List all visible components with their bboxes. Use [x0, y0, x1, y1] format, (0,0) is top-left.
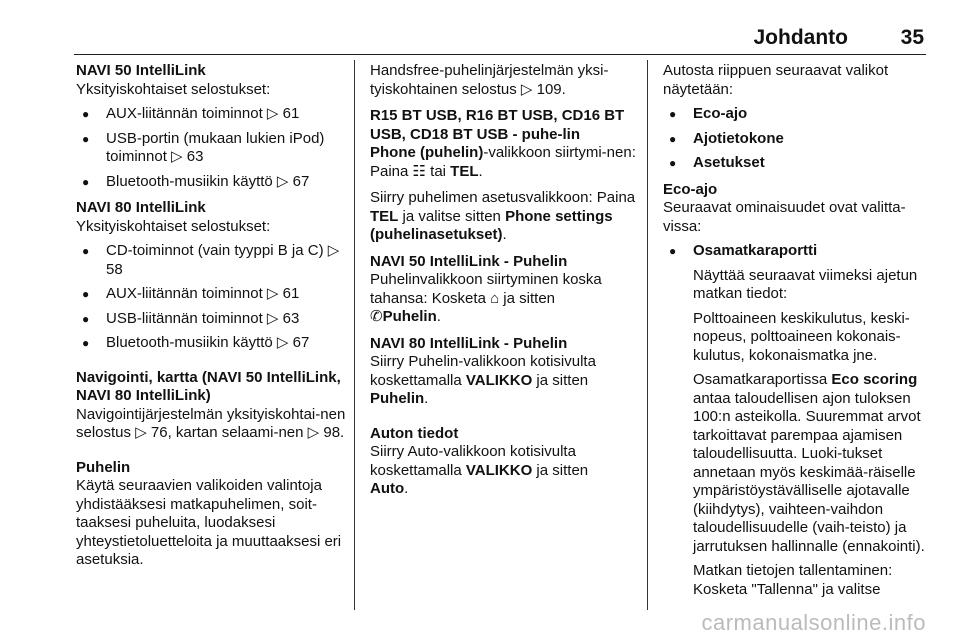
section-title: NAVI 50 IntelliLink — [76, 62, 206, 79]
bold-term: Puhelin — [370, 390, 425, 407]
paragraph: Handsfree-puhelinjärjestelmän yksi-tyiskohtainen selostus ▷ 109. — [370, 62, 609, 98]
text: . — [436, 308, 441, 325]
list-item: ● Bluetooth-musiikin käyttö ▷ 67 — [76, 334, 346, 353]
page-header — [0, 0, 960, 56]
list-item: ● AUX-liitännän toiminnot ▷ 61 — [76, 105, 346, 124]
bold-term: ✆Puhelin — [370, 308, 437, 325]
paragraph: Autosta riippuen seuraavat valikot näytetään: — [663, 62, 889, 98]
bold-term: Phone settings (puhelinasetukset) — [370, 207, 613, 243]
text: -valikkoon siirtymi-nen: Paina ☷ tai — [370, 144, 636, 180]
bold-term: VALIKKO — [465, 371, 533, 389]
page-title: Johdanto — [753, 26, 848, 49]
list-item: ● USB-portin (mukaan lukien iPod) toiminnot ▷ 63 — [76, 130, 346, 167]
section-title: R15 BT USB, R16 BT USB, CD16 BT USB, CD18 BT USB - puhe-lin — [370, 107, 625, 143]
bold-term: Auto — [370, 480, 405, 497]
list-item: ● Osamatkaraportti — [663, 242, 933, 261]
section-title: Navigointi, kartta (NAVI 50 IntelliLink, NAVI 80 IntelliLink) — [76, 368, 341, 404]
section-title: Eco-ajo — [663, 180, 718, 198]
page-number: 35 — [900, 26, 924, 49]
section-title: Puhelin — [76, 458, 131, 476]
column-3 — [663, 62, 933, 599]
column-divider-1 — [354, 60, 355, 610]
watermark: carmanualsonline.info — [701, 610, 926, 635]
column-2 — [370, 62, 640, 499]
text: ja valitse sitten — [398, 207, 506, 225]
text: antaa taloudellisen ajon tuloksen 100:n asteikolla. Suuremmat arvot tarkoittavat parempaa ajamisen taloudellisuutta. Luoki-tukset annetaan myös keskimää-räiselle ympäristöystävälliselle ajotavalle (kiihdytys), vaihteen-vaihdon taloudellisuudelle (vaih-teisto) ja jarrutuksen hallinnalle (ennakointi). — [693, 389, 925, 555]
section-intro: Yksityiskohtaiset selostukset: — [76, 80, 271, 98]
list-item: ● Bluetooth-musiikin käyttö ▷ 67 — [76, 173, 346, 192]
bold-term: TEL — [450, 162, 479, 180]
paragraph — [370, 144, 640, 181]
text: . — [424, 390, 429, 407]
section-body: Navigointijärjestelmän yksityiskohtai-nen selostus ▷ 76, kartan selaami-nen ▷ 98. — [76, 405, 346, 441]
section-title: NAVI 50 IntelliLink - Puhelin — [370, 252, 568, 270]
column-divider-2 — [647, 60, 648, 610]
bold-term: VALIKKO — [465, 461, 533, 479]
text: Osamatkaraportissa — [693, 371, 832, 388]
column-1 — [76, 62, 346, 570]
paragraph: Polttoaineen keskikulutus, keski-nopeus, polttoaineen kokonais-kulutus, kokonaismatka jne. — [693, 309, 910, 364]
text: Siirry Auto-valikkoon kotisivulta koskettamalla — [370, 443, 576, 479]
list-item: ● Ajotietokone — [663, 130, 933, 149]
section-body: Käytä seuraavien valikoiden valintoja yhdistääksesi matkapuhelimen, soit-taaksesi puheluita, luodaksesi yhteystietoluetteloita ja muuttaaksesi eri asetuksia. — [76, 477, 342, 568]
text: . — [404, 480, 409, 497]
list-item: ● Eco-ajo — [663, 105, 933, 124]
text: . — [478, 162, 483, 180]
section-intro: Yksityiskohtaiset selostukset: — [76, 217, 271, 235]
section-title: NAVI 80 IntelliLink - Puhelin — [370, 334, 568, 352]
paragraph — [370, 353, 640, 409]
list-item: ● USB-liitännän toiminnot ▷ 63 — [76, 310, 346, 329]
bold-term: Eco scoring — [831, 371, 918, 388]
paragraph — [370, 271, 640, 327]
paragraph — [370, 189, 640, 245]
paragraph: Matkan tietojen tallentaminen: Kosketa "Tallenna" ja valitse — [693, 562, 893, 598]
text: Siirry Puhelin-valikkoon kotisivulta koskettamalla — [370, 353, 596, 389]
text: ja sitten — [532, 461, 589, 479]
list-item: ● Asetukset — [663, 154, 933, 173]
paragraph: Näyttää seuraavat viimeksi ajetun matkan tiedot: — [693, 266, 918, 302]
list-item: ● CD-toiminnot (vain tyyppi B ja C) ▷ 58 — [76, 242, 346, 279]
text: Siirry puhelimen asetusvalikkoon: Paina — [370, 189, 636, 206]
list-item: ● AUX-liitännän toiminnot ▷ 61 — [76, 285, 346, 304]
bold-term: Phone (puhelin) — [370, 144, 484, 161]
paragraph: Seuraavat ominaisuudet ovat valitta-vissa: — [663, 199, 906, 235]
paragraph — [663, 371, 933, 556]
section-title: Auton tiedot — [370, 424, 459, 442]
text: Puhelinvalikkoon siirtyminen koska tahansa: Kosketa ⌂ ja sitten — [370, 271, 602, 307]
text: ja sitten — [532, 371, 589, 389]
bold-term: TEL — [370, 207, 399, 225]
paragraph — [370, 443, 640, 499]
text: . — [502, 226, 507, 243]
section-title: NAVI 80 IntelliLink — [76, 199, 206, 216]
header-divider — [74, 54, 926, 55]
